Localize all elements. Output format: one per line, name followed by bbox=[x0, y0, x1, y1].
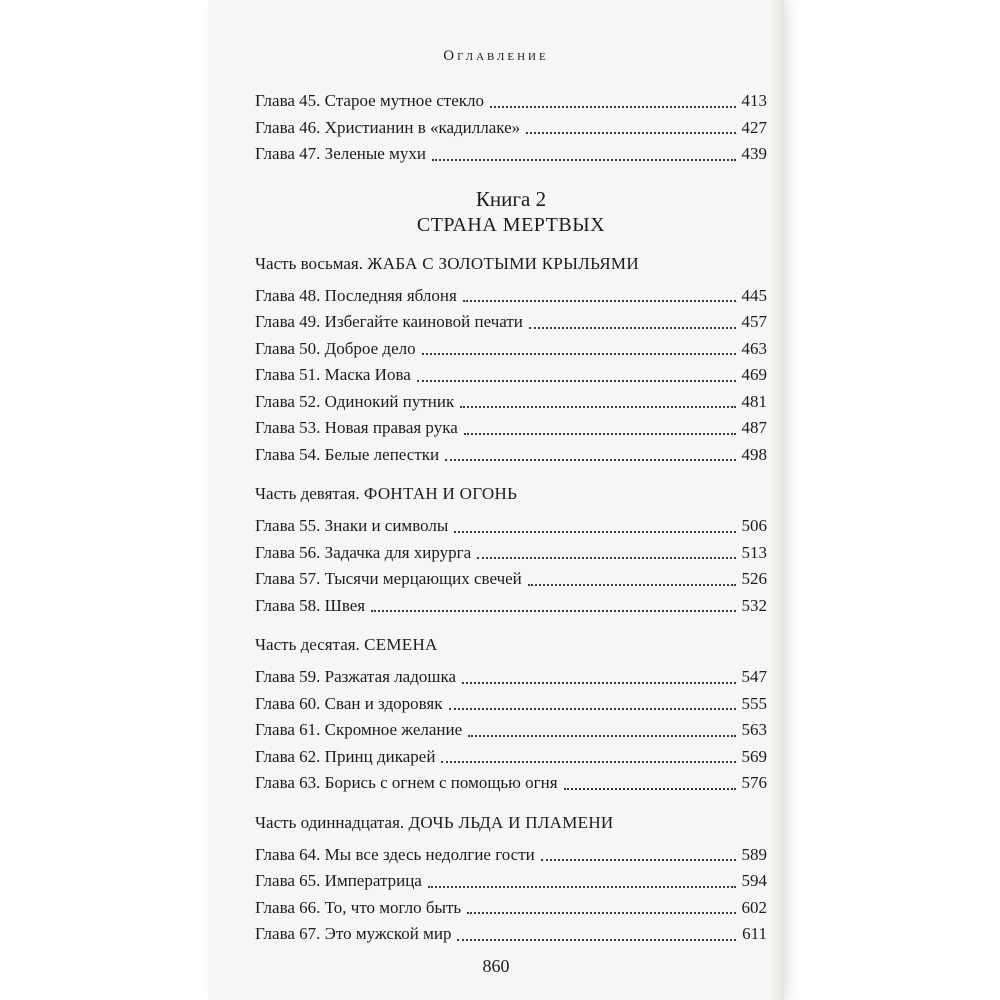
toc-entry-title: Глава 50. Доброе дело bbox=[255, 338, 416, 358]
toc-entry bbox=[255, 895, 767, 922]
toc-entry-title: Глава 52. Одинокий путник bbox=[255, 391, 455, 411]
toc-entry-title: Глава 47. Зеленые мухи bbox=[255, 144, 426, 163]
toc-entry bbox=[255, 717, 767, 744]
running-head: Оглавление bbox=[443, 48, 549, 64]
dot-leader bbox=[564, 788, 736, 790]
part-heading bbox=[255, 482, 767, 506]
dot-leader bbox=[428, 886, 736, 888]
dot-leader bbox=[454, 531, 735, 533]
toc-entry-title: Глава 64. Мы все здесь недолгие гости bbox=[255, 844, 535, 864]
toc-part bbox=[255, 482, 767, 619]
toc-part bbox=[255, 633, 767, 797]
dot-leader bbox=[422, 353, 736, 355]
toc-entry-page: 498 bbox=[741, 444, 767, 464]
toc-entry-page: 463 bbox=[741, 338, 767, 358]
toc-entry-title: Глава 51. Маска Иова bbox=[255, 365, 411, 384]
toc-entry bbox=[255, 868, 767, 895]
toc-entry bbox=[255, 593, 767, 620]
toc-entry-page: 526 bbox=[741, 569, 767, 588]
dot-leader bbox=[371, 610, 735, 612]
toc-entry bbox=[255, 691, 767, 718]
toc-entry-page: 413 bbox=[741, 91, 767, 110]
toc-entry-page: 513 bbox=[741, 542, 767, 562]
toc-entry-title: Глава 58. Швея bbox=[255, 595, 366, 615]
toc-part bbox=[255, 811, 767, 948]
toc-entry-page: 445 bbox=[741, 285, 767, 305]
toc-entry-title: Глава 45. Старое мутное стекло bbox=[255, 91, 485, 110]
page-edge-shadow bbox=[770, 0, 784, 1000]
toc-entry-title: Глава 49. Избегайте каиновой печати bbox=[255, 312, 523, 331]
dot-leader bbox=[477, 557, 735, 559]
part-heading bbox=[255, 811, 767, 835]
toc-entry-page: 563 bbox=[741, 720, 767, 739]
toc-entry bbox=[255, 88, 767, 115]
toc-entry-page: 506 bbox=[741, 516, 767, 535]
toc-entry-title: Глава 55. Знаки и символы bbox=[255, 516, 449, 535]
part-label: Часть десятая. bbox=[255, 635, 360, 654]
toc-entry bbox=[255, 115, 767, 142]
toc-entry bbox=[255, 664, 767, 691]
toc-entry bbox=[255, 336, 767, 363]
toc-entry-title: Глава 46. Христианин в «кадиллаке» bbox=[255, 117, 521, 137]
page-number: 860 bbox=[482, 956, 510, 976]
dot-leader bbox=[432, 159, 736, 161]
toc-entry-page: 576 bbox=[741, 773, 767, 792]
toc-entry-title: Глава 62. Принц дикарей bbox=[255, 746, 436, 766]
dot-leader bbox=[528, 584, 736, 586]
dot-leader bbox=[467, 912, 735, 914]
toc-group-top bbox=[255, 88, 767, 168]
toc-entry bbox=[255, 362, 767, 389]
toc-entry-page: 594 bbox=[741, 871, 767, 890]
book-name: СТРАНА МЕРТВЫХ bbox=[416, 213, 606, 236]
toc-entry-page: 469 bbox=[741, 365, 767, 384]
dot-leader bbox=[463, 300, 736, 302]
part-label: Часть одиннадцатая. bbox=[255, 812, 405, 832]
toc-entry-page: 547 bbox=[741, 667, 767, 686]
part-label: Часть восьмая. bbox=[255, 253, 363, 273]
toc-entry-page: 439 bbox=[741, 144, 767, 163]
toc-entry bbox=[255, 540, 767, 567]
dot-leader bbox=[464, 433, 736, 435]
toc-entry-title: Глава 53. Новая правая рука bbox=[255, 418, 458, 437]
toc-entry-title: Глава 67. Это мужской мир bbox=[255, 924, 452, 943]
toc-entry-page: 611 bbox=[742, 924, 767, 943]
toc-entry-page: 481 bbox=[741, 391, 767, 411]
toc-entry-title: Глава 63. Борись с огнем с помощью огня bbox=[255, 773, 558, 792]
toc-entry bbox=[255, 442, 767, 469]
toc-entry-page: 602 bbox=[741, 897, 767, 917]
toc-entry bbox=[255, 415, 767, 442]
dot-leader bbox=[462, 682, 735, 684]
toc-entry-title: Глава 48. Последняя яблоня bbox=[255, 285, 457, 305]
toc-entry bbox=[255, 921, 767, 948]
toc-entry-title: Глава 60. Сван и здоровяк bbox=[255, 693, 443, 713]
toc-entry-page: 589 bbox=[741, 844, 767, 864]
part-heading bbox=[255, 252, 767, 276]
toc-entry bbox=[255, 744, 767, 771]
dot-leader bbox=[417, 380, 736, 382]
toc-entry bbox=[255, 770, 767, 797]
dot-leader bbox=[460, 406, 735, 408]
toc-entry-page: 427 bbox=[741, 117, 767, 137]
part-name: СЕМЕНА bbox=[364, 635, 438, 654]
toc-entry-page: 487 bbox=[741, 418, 767, 437]
part-name: ЖАБА С ЗОЛОТЫМИ КРЫЛЬЯМИ bbox=[367, 253, 639, 273]
dot-leader bbox=[468, 735, 735, 737]
part-heading bbox=[255, 633, 767, 657]
dot-leader bbox=[541, 859, 736, 861]
part-label: Часть девятая. bbox=[255, 484, 360, 503]
toc-entry bbox=[255, 566, 767, 593]
dot-leader bbox=[449, 708, 736, 710]
toc-entry-title: Глава 61. Скромное желание bbox=[255, 720, 463, 739]
dot-leader bbox=[457, 939, 736, 941]
toc-part bbox=[255, 252, 767, 469]
dot-leader bbox=[445, 459, 735, 461]
part-name: ФОНТАН И ОГОНЬ bbox=[363, 484, 518, 503]
toc-entry-page: 555 bbox=[741, 693, 767, 713]
toc-entry-title: Глава 57. Тысячи мерцающих свечей bbox=[255, 569, 522, 588]
dot-leader bbox=[526, 132, 735, 134]
toc-entry bbox=[255, 513, 767, 540]
toc-entry bbox=[255, 309, 767, 336]
dot-leader bbox=[529, 327, 736, 329]
toc-entry-page: 457 bbox=[741, 312, 767, 331]
toc-entry-title: Глава 59. Разжатая ладошка bbox=[255, 667, 457, 686]
book-heading: Книга 2 bbox=[475, 186, 547, 211]
toc-entry bbox=[255, 283, 767, 310]
part-name: ДОЧЬ ЛЬДА И ПЛАМЕНИ bbox=[408, 812, 614, 832]
table-of-contents bbox=[255, 88, 767, 948]
toc-entry-title: Глава 65. Императрица bbox=[255, 871, 422, 890]
toc-entry-title: Глава 56. Задачка для хирурга bbox=[255, 542, 472, 562]
book-page bbox=[208, 0, 784, 1000]
toc-entry bbox=[255, 842, 767, 869]
toc-entry-title: Глава 54. Белые лепестки bbox=[255, 444, 440, 464]
toc-entry-page: 532 bbox=[741, 595, 767, 615]
dot-leader bbox=[490, 106, 735, 108]
toc-entry-page: 569 bbox=[741, 746, 767, 766]
toc-entry bbox=[255, 141, 767, 168]
toc-entry bbox=[255, 389, 767, 416]
toc-entry-title: Глава 66. То, что могло быть bbox=[255, 897, 462, 917]
dot-leader bbox=[441, 761, 735, 763]
